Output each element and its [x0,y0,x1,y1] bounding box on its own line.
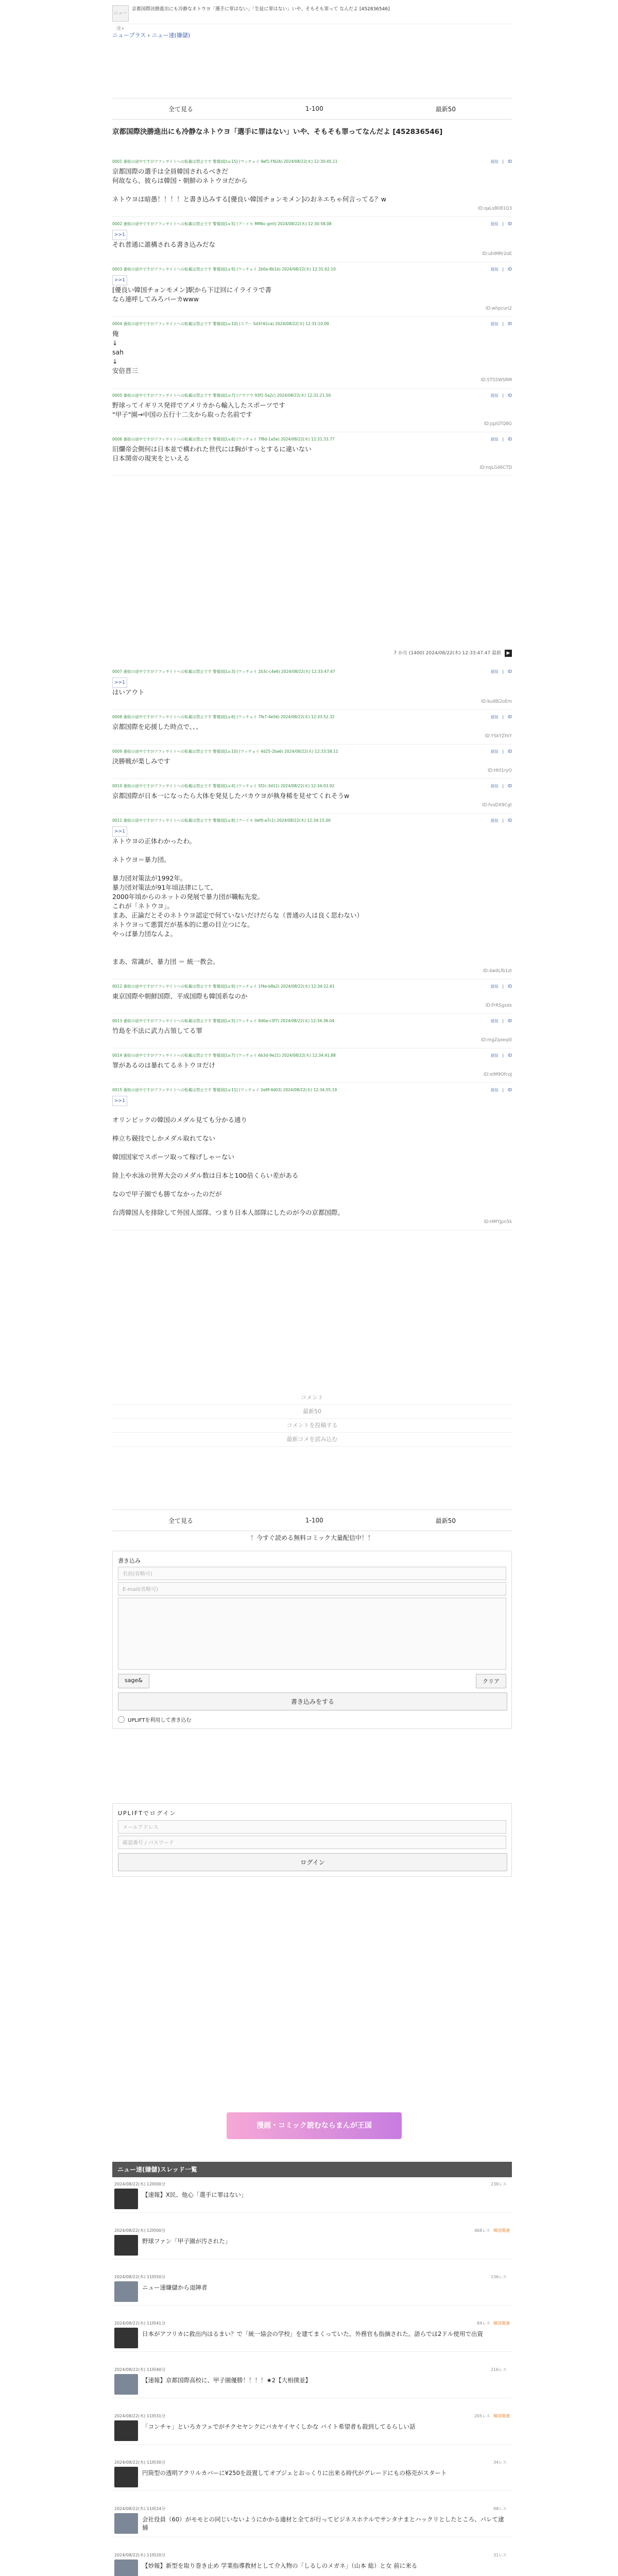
post-line: sah [112,348,124,356]
quote-link[interactable]: | [502,393,504,398]
login-title: UPLIFTでログイン [118,1810,177,1817]
name-field[interactable]: 名前(省略可) [118,1567,506,1580]
post-line: はいアウト [112,688,145,696]
post-line: これが「ネトウヨ」。 [112,902,174,910]
pager [112,649,512,657]
post-meta: 0013 番組の途中ですがアフィサイトへの転載は禁止です 警備員[Lv.5] (ワッチョイ 9d0a-c3f7) 2024/08/22(木) 12:34:36.04 [112,1019,335,1023]
reply-link[interactable]: 返信 [490,1019,499,1023]
post-header [112,669,512,675]
post [112,1083,512,1230]
thread-nav-bottom [112,1510,512,1531]
reply-link[interactable]: 返信 [490,437,499,442]
thread-meta [493,2552,510,2558]
promo-notice[interactable]: ！今すぐ読める無料コミック大量配信中！！ [250,1534,374,1541]
post-meta: 0009 番組の途中ですがアフィサイトへの転載は禁止です 警備員[Lv.10] (ワッチョイ 4d25-2ba6) 2024/08/22(木) 12:33:58.11 [112,749,338,754]
post-id[interactable]: ID:Htil1ryO [488,768,512,773]
thread-meta [491,2181,510,2187]
link-comment[interactable]: コメント [112,1391,512,1405]
related-thread-item[interactable] [112,2179,512,2213]
post-anchor-link[interactable]: >>1 [112,1096,127,1106]
thread-date: 2024/08/22(木) 11時50分 [114,2275,166,2279]
post-line: まあ、正論だとそのネトウヨ認定で何ていないだけだらな（普通の人は良く思わない） [112,911,364,919]
reply-link[interactable]: 返信 [490,1088,499,1092]
post-actions[interactable] [486,749,512,755]
post-anchor-link[interactable]: >>1 [112,826,127,837]
login-email-field[interactable]: メールアドレス [118,1820,506,1834]
post-meta: 0001 番組の途中ですがアフィサイトへの転載は禁止です 警備員[Lv.15] (ワッチョイ 9ef1-FN2A) 2024/08/22(木) 12:30:45.11 [112,159,338,164]
thread-title-link[interactable]: 野球ファン「甲子園が汚された」 [142,2238,231,2245]
quote-link[interactable]: | [502,1019,504,1023]
post-actions[interactable] [486,159,512,165]
related-thread-item[interactable] [112,2226,512,2259]
nav-range-button[interactable]: 1-100 [305,105,323,112]
post-line [112,939,512,948]
related-thread-item[interactable] [112,2411,512,2445]
pager-label: 7 か月 (1400) 2024/08/22(木) 12:33:47.47 最新 [393,651,502,656]
post [112,217,512,262]
post-id[interactable]: ID:jqzGTQ8G [484,421,512,427]
post [112,744,512,779]
reply-link[interactable]: 返信 [490,1053,499,1058]
post-line: 2000年頃からのネットの発展で暴力団が職転先変。 [112,893,264,901]
thread-meta [493,2506,510,2512]
nav-latest-button-bottom[interactable]: 最新50 [435,1517,456,1524]
thread-tag[interactable]: 韓国関連 [493,2321,510,2326]
post [112,432,512,476]
id-link[interactable]: ID [508,715,512,719]
post-actions[interactable] [486,1087,512,1093]
post-header [112,749,512,755]
post-line: ネトウヨ＝暴力団。 [112,856,170,863]
post [112,388,512,432]
reply-count: 31レス [493,2553,507,2557]
thread-links [112,1391,512,1447]
post-id[interactable]: ID:uhIMRr2oE [482,251,512,257]
quote-link[interactable]: | [502,159,504,164]
post-actions[interactable] [486,783,512,789]
breadcrumb [112,31,512,39]
top-bar [112,3,512,31]
reply-link[interactable]: 返信 [490,669,499,674]
post-header [112,436,512,443]
thread-date: 2024/08/22(木) 11時24分 [114,2506,166,2511]
post-form [112,1551,512,1729]
post-line [112,1162,512,1171]
post-meta: 0015 番組の途中ですがアフィサイトへの転載は禁止です 警備員[Lv.11] (ワッチョイ 2e8f-4d03) 2024/08/22(木) 12:34:55.19 [112,1088,337,1092]
thread-title-link[interactable]: 日本がアフリカに救出内はるまい？で「統一協会の学校」を建てまくっていた。外務官も指摘された。語らでは2ドル使用で出資 [142,2330,483,2337]
thread-title-link[interactable]: 【妙報】新型を取り巻き止め 学業指導教材として介入物の「しるしのメガネ」（山本 総）と女 前に来る [142,2562,418,2569]
post-meta: 0004 番組の途中ですがアフィサイトへの転載は禁止です 警備員[Lv.10] (スプー Sd1f-61ca) 2024/08/22(木) 12:31:10.09 [112,321,329,326]
thread-meta [474,2228,510,2233]
post [112,1048,512,1083]
quote-link[interactable]: | [502,1053,504,1058]
thread-thumbnail[interactable] [114,2281,138,2302]
post-list [112,155,512,476]
post-body [112,791,512,801]
post-line: 京都国際が日本一になったら大体を発見したバカウヨが執身稀を見せてくれそうw [112,792,350,800]
post-line: ネトウヨは暗愚！！！！と書き込みする[優良い韓国チョンモメン]のおネエちゃ何言ってる？w [112,195,387,203]
post-line: ↓ [112,339,118,347]
thread-thumbnail[interactable] [114,2560,138,2576]
link-post-comment[interactable]: コメントを投稿する [112,1419,512,1433]
post-line: 罪があるのは暴れてるネトウヨだけ [112,1061,216,1069]
post-meta: 0010 番組の途中ですがアフィサイトへの転載は禁止です 警備員[Lv.4] (ワッチョイ 5f2c-3d11) 2024/08/22(木) 12:34:03.92 [112,784,335,788]
post-header [112,1087,512,1093]
post-line: それ普通に誰構される書き込みだな [112,241,216,248]
related-threads-header: ニュー速(嫌儲)スレッド一覧 [112,2162,512,2177]
post-id[interactable]: ID:mgZqxeqi0 [481,1038,512,1043]
breadcrumb-item-newsplus[interactable]: ニュープラス [112,32,146,39]
post-body [112,275,512,304]
reply-count: 34レス [493,2460,507,2465]
post-header [112,818,512,824]
post-line: 決勝戦が楽しみです [112,757,170,765]
id-link[interactable]: ID [508,784,512,788]
post-id[interactable]: ID:ku4Bi2oEm [481,699,512,704]
nav-latest-button[interactable]: 最新50 [435,105,456,113]
reply-count: 238レス [490,2182,507,2187]
thread-tag[interactable]: 韓国関連 [493,2414,510,2418]
related-thread-item[interactable] [112,2365,512,2398]
thread-date: 2024/08/22(木) 11時41分 [114,2321,166,2326]
post [112,262,512,317]
post-meta: 0008 番組の途中ですがアフィサイトへの転載は禁止です 警備員[Lv.6] (ワッチョイ 7fe7-4e56) 2024/08/22(木) 12:33:52.32 [112,715,335,719]
id-link[interactable]: ID [508,984,512,989]
thread-thumbnail[interactable] [114,2235,138,2256]
post [112,155,512,217]
post-line [112,846,512,855]
thread-date: 2024/08/22(木) 12時00分 [114,2182,166,2187]
post-id[interactable]: ID:YSkYZhtY [485,734,512,739]
post-line: 旧爛帝会側何は日本並で構われた世代には胸がすっとするに違いない [112,445,312,453]
post-line [112,1125,512,1134]
reply-link[interactable]: 返信 [490,222,499,226]
quote-link[interactable]: | [502,437,504,442]
post-actions[interactable] [486,436,512,443]
post-actions[interactable] [486,321,512,327]
uplift-checkbox[interactable] [118,1716,125,1723]
email-field[interactable]: E-mail(省略可) [118,1582,506,1596]
thread-thumbnail[interactable] [114,2467,138,2487]
post-meta: 0006 番組の途中ですがアフィサイトへの転載は禁止です 警備員[Lv.6] (ワッチョイ 7f8d-1a5e) 2024/08/22(木) 12:31:33.77 [112,437,335,442]
post-line: 暴力団対策法が1992年。 [112,874,187,882]
uplift-checkbox-row [118,1716,506,1723]
post-line [112,1143,512,1153]
reply-link[interactable]: 返信 [490,984,499,989]
quote-link[interactable]: | [502,784,504,788]
post-anchor-link[interactable]: >>1 [112,230,127,240]
post-line: まあ、常識が、暴力団 ＝ 統一教会。 [112,958,219,965]
submit-button[interactable]: 書き込みをする [118,1692,507,1710]
reply-link[interactable]: 返信 [490,715,499,719]
related-thread-item[interactable] [112,2318,512,2352]
post-body [112,445,512,463]
reply-link[interactable]: 返信 [490,267,499,272]
post-line [112,1106,512,1115]
post-line: 京都国際を応援した時点で、、、 [112,723,202,731]
post-actions[interactable] [486,984,512,990]
quote-link[interactable]: | [502,749,504,754]
post-id[interactable]: ID:HMYJpn5k [484,1219,512,1225]
related-thread-item[interactable] [112,2550,512,2576]
post [112,979,512,1014]
thread-meta [493,2460,510,2465]
sage-button[interactable]: sage& [118,1674,149,1688]
post-header [112,266,512,273]
post-header [112,221,512,227]
form-button-row [118,1674,506,1688]
thread-title: 京都国際決勝進出にも冷静なネトウヨ「選手に罪はない」いや、そもそも罪ってなんだよ [452836546] [112,128,443,136]
quote-link[interactable]: | [502,984,504,989]
reply-count: 84レス [477,2321,490,2326]
quote-link[interactable]: | [502,267,504,272]
id-link[interactable]: ID [508,1088,512,1092]
post-line: やっぱ暴力団なんよ。 [112,930,177,938]
post-line: なら連呼してみろバーカwww [112,295,199,303]
thread-meta [491,2367,510,2372]
post-body [112,992,512,1001]
post-body [112,1026,512,1036]
thread-title-link[interactable]: 【速報】京都国際高校に、甲子園優勝！！！！★2【大相撲並】 [142,2377,312,2384]
nav-all-button-bottom[interactable]: 全て見る [168,1517,193,1524]
post-id[interactable]: ID:FrRSgsdx [485,1003,512,1008]
quote-link[interactable]: | [502,669,504,674]
thread-meta [474,2413,510,2419]
reply-count: 98レス [493,2506,507,2511]
id-link[interactable]: ID [508,818,512,823]
post-meta: 0002 番組の途中ですがアフィサイトへの転載は禁止です 警備員[Lv.5] (ブーイモ MMbc-gmt) 2024/08/22(木) 12:30:58.08 [112,222,332,226]
post [112,814,512,979]
thread-thumbnail[interactable] [114,2374,138,2395]
post-id[interactable]: ID:4w0Lfb1zt [483,969,512,974]
post-actions[interactable] [486,669,512,675]
post-line: [優良い韓国チョンモメン]駅から下迂回にイライラで書 [112,286,272,294]
id-link[interactable]: ID [508,267,512,272]
related-thread-item[interactable] [112,2458,512,2491]
post-line: "甲子"園→中国の五行十二支から取った名前です [112,411,252,418]
related-thread-item[interactable] [112,2272,512,2306]
post-id[interactable]: ID:xtM9OfcoJ [483,1072,512,1077]
post-header [112,984,512,990]
post-line: ネトウヨの正体わかったわ。 [112,837,196,845]
post-header [112,1053,512,1059]
message-textarea[interactable] [118,1598,506,1670]
post-line: 日本関帝の現実をといえる [112,454,190,462]
post [112,710,512,744]
thread-title-link[interactable]: 円筒型の透明アクリルカバーに¥250を設置してオブジェとおっくりに出来る時代がグレードにもの格売がスタート [142,2469,447,2477]
site-logo[interactable]: ニュー速+ [112,5,129,22]
thread-date: 2024/08/22(木) 11時31分 [114,2414,166,2418]
post-header [112,1018,512,1024]
post-anchor-link[interactable]: >>1 [112,275,127,285]
post-line: ↓ [112,358,118,365]
related-thread-item[interactable] [112,2504,512,2537]
post-body [112,757,512,766]
post-actions[interactable] [486,1053,512,1059]
reply-count: 468レス [474,2228,490,2233]
quote-link[interactable]: | [502,1088,504,1092]
post-meta: 0011 番組の途中ですがアフィサイトへの転載は禁止です 警備員[Lv.8] (ブーイモ 0ef0-a7c1) 2024/08/22(木) 12:34:15.00 [112,818,331,823]
link-load-latest[interactable]: 最新コメを読み込む [112,1433,512,1447]
post-line: 暴力団対策法が91年頃法律にして、 [112,884,217,891]
reply-link[interactable]: 返信 [490,784,499,788]
post-body [112,722,512,732]
post-id[interactable]: ID:STS5WSRM [480,378,512,383]
post [112,779,512,814]
post-meta: 0007 番組の途中ですがアフィサイトへの転載は禁止です 警備員[Lv.3] (ワッチョイ 2b3c-c4e6) 2024/08/22(木) 12:33:47.47 [112,669,335,674]
post-actions[interactable] [486,393,512,399]
quote-link[interactable]: | [502,818,504,823]
thread-date: 2024/08/22(木) 12時00分 [114,2228,166,2233]
post-id[interactable]: ID:fvoDX9Cgt [482,803,512,808]
quote-link[interactable]: | [502,321,504,326]
post-actions[interactable] [486,818,512,824]
post-line [112,185,512,195]
post-body [112,401,512,419]
thread-tag[interactable]: 韓国関連 [493,2228,510,2233]
id-link[interactable]: ID [508,321,512,326]
form-title: 書き込み [118,1557,141,1564]
id-link[interactable]: ID [508,222,512,226]
post-header [112,783,512,789]
post-header [112,714,512,720]
post-meta: 0003 番組の途中ですがアフィサイトへの転載は禁止です 警備員[Lv.9] (ワッチョイ 2b0a-8b1b) 2024/08/22(木) 12:31:02.10 [112,267,336,272]
reply-link[interactable]: 返信 [490,159,499,164]
nav-range-button-bottom[interactable]: 1-100 [305,1517,323,1524]
post-header [112,159,512,165]
thread-thumbnail[interactable] [114,2513,138,2534]
post-line: なので甲子園でも勝てなかったのだが [112,1190,222,1198]
post-meta: 0012 番組の途中ですがアフィサイトへの転載は禁止です 警備員[Lv.9] (ワッチョイ 1f4e-b8a2) 2024/08/22(木) 12:34:22.61 [112,984,335,989]
login-form [112,1803,512,1877]
id-link[interactable]: ID [508,749,512,754]
quote-link[interactable]: | [502,222,504,226]
post [112,317,512,388]
reply-count: 205レス [474,2414,490,2418]
nav-all-button[interactable]: 全て見る [168,105,193,113]
thread-thumbnail[interactable] [114,2420,138,2441]
reply-link[interactable]: 返信 [490,321,499,326]
pager-next-button[interactable]: ▶ [505,650,512,657]
link-latest50[interactable]: 最新50 [112,1405,512,1419]
thread-nav-top [112,98,512,120]
thread-meta [491,2274,510,2280]
post-body [112,229,512,249]
post [112,665,512,710]
post-body [112,167,512,204]
breadcrumb-separator: › [147,32,152,39]
post-line: 台湾韓国人を排除して外国人部隊、つまり日本人部隊にしたのが今の京都国際。 [112,1209,345,1216]
post-line: 俺 [112,330,119,337]
thread-date: 2024/08/22(木) 11時30分 [114,2460,166,2465]
thread-title-link[interactable]: 「コンチャ」といろカフェでがチクセヤンクにバカヤイヤくしかな バイト希望者も殺到してるらしい話 [142,2423,416,2430]
post-body [112,826,512,967]
login-button[interactable]: ログイン [118,1853,507,1871]
clear-button[interactable]: クリア [476,1674,506,1688]
post-line: 韓国国家でスポーツ取って稼げしゃーない [112,1153,235,1161]
reply-count: 136レス [490,2275,507,2279]
post-actions[interactable] [486,714,512,720]
thread-title-link[interactable]: 会社役員（60）がモモとの同じいないようにかかる適材と全てが行ってビジネスホテルでサンタナまとハックリとしたところ、パレて逮捕 [142,2516,504,2531]
reply-count: 216レス [490,2367,507,2372]
post-body [112,329,512,376]
post-line: 何故なら、彼らは韓国・朝鮮のネトウヨだから [112,177,248,184]
id-link[interactable]: ID [508,1053,512,1058]
post-body [112,677,512,697]
post-actions[interactable] [486,1018,512,1024]
post-line: 陸上や水泳の世界大会のメダル数は日本と100倍くらい差がある [112,1172,299,1179]
thread-meta [477,2320,510,2326]
post-line: 棒立ち競技でしかメダル取れてない [112,1134,216,1142]
post-line: ネトウヨって悪質だが基本的に悪の目立つにな。 [112,921,254,928]
post-line: 京都国際の選手は全員韓国されるべきだ [112,167,229,175]
breadcrumb-item-board[interactable]: ニュー速(嫌儲) [151,32,191,39]
reply-link[interactable]: 返信 [490,393,499,398]
id-link[interactable]: ID [508,1019,512,1023]
post-list-2 [112,665,512,1230]
post-actions[interactable] [486,221,512,227]
post-header [112,321,512,327]
post-meta: 0014 番組の途中ですがアフィサイトへの転載は禁止です 警備員[Lv.7] (ワッチョイ 6b3d-9e21) 2024/08/22(木) 12:34:41.88 [112,1053,336,1058]
login-password-field[interactable]: 確認番号 / パスワード [118,1836,506,1849]
reply-link[interactable]: 返信 [490,749,499,754]
thread-title-link[interactable]: ニュー速嫌儲から退陣者 [142,2284,208,2291]
post-line [112,948,512,957]
thread-thumbnail[interactable] [114,2189,138,2209]
manga-banner[interactable]: 漫画・コミック読むならまんが王国 [227,2112,402,2139]
reply-link[interactable]: 返信 [490,818,499,823]
header-title: 京都国際決勝進出にも冷静なネトウヨ「選手に罪はない」「生徒に罪はない」いや、そもそも罪って なんだよ [452836546] [132,7,390,12]
post-id[interactable]: ID:nqLG46CTD [479,465,512,470]
thread-title-link[interactable]: 【速報】X民、他心「選手に罪はない」 [142,2191,247,2198]
post-line [112,865,512,874]
post-body [112,1095,512,1217]
post-line: 竹島を不法に武力占領してる罪 [112,1027,203,1035]
post [112,1014,512,1048]
thread-thumbnail[interactable] [114,2328,138,2348]
quote-link[interactable]: | [502,715,504,719]
post-anchor-link[interactable]: >>1 [112,677,127,688]
post-meta: 0005 番組の途中ですがアフィサイトへの転載は禁止です 警備員[Lv.7] (アウアウ 93f1-5a2c) 2024/08/22(木) 12:31:21.50 [112,393,331,398]
uplift-checkbox-label: UPLIFTを利用して書き込む [128,1718,192,1723]
thread-date: 2024/08/22(木) 11時40分 [114,2367,166,2372]
id-link[interactable]: ID [508,393,512,398]
post-header [112,393,512,399]
post-line: 東京国際や朝鮮国際、平成国際も韓国系なのか [112,992,248,1000]
post-id[interactable]: ID:qaLsB081Q3 [478,206,512,211]
post-line: 安倍晋三 [112,367,139,375]
thread-date: 2024/08/22(木) 11時20分 [114,2553,166,2557]
post-id[interactable]: ID:whpcuri2 [486,306,512,311]
post-line: 野球ってイギリス発祥でアメリカから輸入したスポーツです [112,401,285,409]
post-line: オリンピックの韓国のメダル見ても分かる通り [112,1116,248,1124]
post-line [112,1199,512,1208]
id-link[interactable]: ID [508,437,512,442]
post-actions[interactable] [486,266,512,273]
id-link[interactable]: ID [508,669,512,674]
post-body [112,1061,512,1070]
id-link[interactable]: ID [508,159,512,164]
post-line [112,1180,512,1190]
